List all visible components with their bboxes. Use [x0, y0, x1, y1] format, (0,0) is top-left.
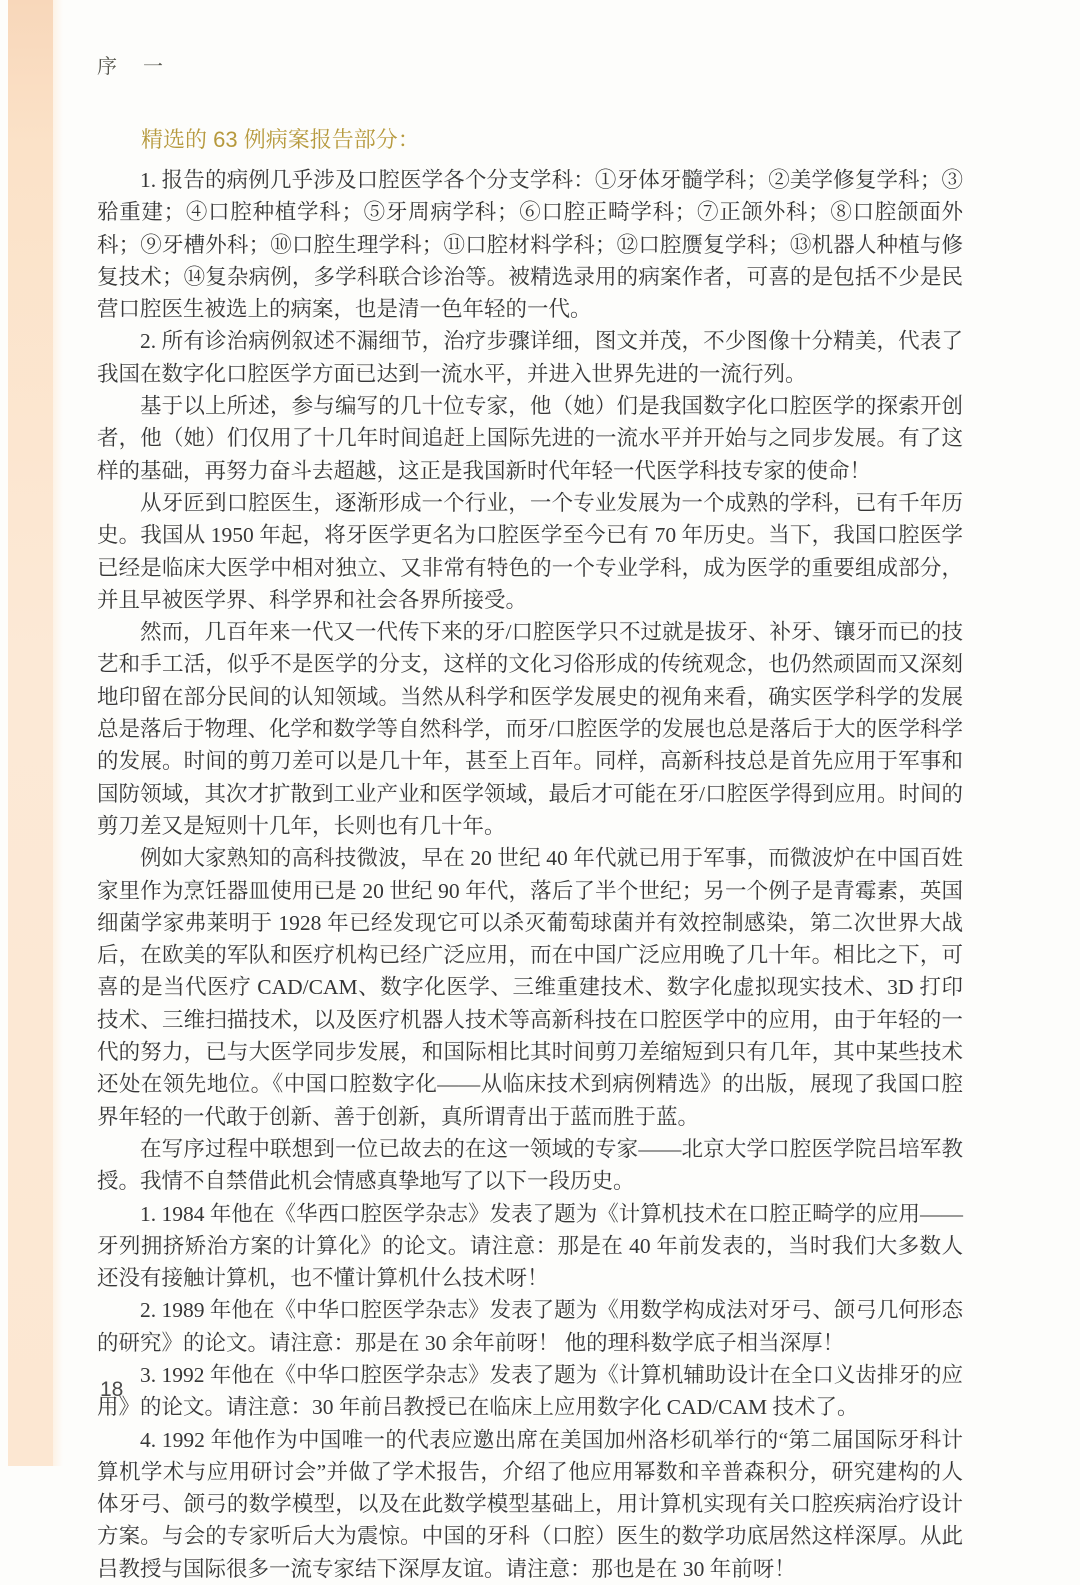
page-edge-decoration: [8, 0, 53, 1466]
body-paragraph: 1. 1984 年他在《华西口腔医学杂志》发表了题为《计算机技术在口腔正畸学的应用——牙列拥挤矫治方案的计算化》的论文。请注意：那是在 40 年前发表的，当时我们大多数人还没有接触计算机，也不懂计算机什么技术呀！: [97, 1201, 963, 1291]
body-paragraph: 1. 报告的病例几乎涉及口腔医学各个分支学科：①牙体牙髓学科；②美学修复学科；③𬌗重建；④口腔种植学科；⑤牙周病学科；⑥口腔正畸学科；⑦正颌外科；⑧口腔颌面外科；⑨牙槽外科；⑩口腔生理学科；⑪口腔材料学科；⑫口腔赝复学科；⑬机器人种植与修复技术；⑭复杂病例，多学科联合诊治等。被精选录用的病案作者，可喜的是包括不少是民营口腔医生被选上的病案，也是清一色年轻的一代。: [97, 168, 963, 322]
body-paragraph: 例如大家熟知的高科技微波，早在 20 世纪 40 年代就已用于军事，而微波炉在中国百姓家里作为烹饪器皿使用已是 20 世纪 90 年代，落后了半个世纪；另一个例子是青霉素，英国细菌学家弗莱明于 1928 年已经发现它可以杀灭葡萄球菌并有效控制感染，第二次世界大战后，在欧美的军队和医疗机构已经广泛应用，而在中国广泛应用晚了几十年。相比之下，可喜的是当代医疗 CAD/CAM、数字化医学、三维重建技术、数字化虚拟现实技术、3D 打印技术、三维扫描技术，以及医疗机器人技术等高新科技在口腔医学中的应用，由于年轻的一代的努力，已与大医学同步发展，和国际相比其时间剪刀差缩短到只有几年，其中某些技术还处在领先地位。《中国口腔数字化——从临床技术到病例精选》的出版，展现了我国口腔界年轻的一代敢于创新、善于创新，真所谓青出于蓝而胜于蓝。: [97, 846, 963, 1129]
book-page: [97, 0, 963, 1585]
chapter-header: 序 一: [97, 56, 166, 78]
body-paragraph: 2. 所有诊治病例叙述不漏细节，治疗步骤详细，图文并茂，不少图像十分精美，代表了我国在数字化口腔医学方面已达到一流水平，并进入世界先进的一流行列。: [97, 329, 963, 386]
page-edge-fade: [53, 0, 63, 1466]
body-paragraph: 3. 1992 年他在《中华口腔医学杂志》发表了题为《计算机辅助设计在全口义齿排牙的应用》的论文。请注意：30 年前吕教授已在临床上应用数字化 CAD/CAM 技术了。: [97, 1362, 963, 1420]
section-heading: 精选的 63 例病案报告部分：: [141, 127, 420, 152]
body-paragraph: 从牙匠到口腔医生，逐渐形成一个行业，一个专业发展为一个成熟的学科，已有千年历史。我国从 1950 年起，将牙医学更名为口腔医学至今已有 70 年历史。当下，我国口腔医学已经是临床大医学中相对独立、又非常有特色的一个专业学科，成为医学的重要组成部分，并且早被医学界、科学界和社会各界所接受。: [97, 490, 963, 612]
body-paragraph: 然而，几百年来一代又一代传下来的牙/口腔医学只不过就是拔牙、补牙、镶牙而已的技艺和手工活，似乎不是医学的分支，这样的文化习俗形成的传统观念，也仍然顽固而又深刻地印留在部分民间的认知领域。当然从科学和医学发展史的视角来看，确实医学科学的发展总是落后于物理、化学和数学等自然科学，而牙/口腔医学的发展也总是落后于大的医学科学的发展。时间的剪刀差可以是几十年，甚至上百年。同样，高新科技总是首先应用于军事和国防领域，其次才扩散到工业产业和医学领域，最后才可能在牙/口腔医学得到应用。时间的剪刀差又是短则十几年，长则也有几十年。: [97, 620, 963, 838]
body-paragraph: 4. 1992 年他作为中国唯一的代表应邀出席在美国加州洛杉矶举行的“第二届国际牙科计算机学术与应用研讨会”并做了学术报告，介绍了他应用幂数和辛普森积分，研究建构的人体牙弓、颌弓的数学模型，以及在此数学模型基础上，用计算机实现有关口腔疾病治疗设计方案。与会的专家听后大为震惊。中国的牙科（口腔）医生的数学功底居然这样深厚。从此吕教授与国际很多一流专家结下深厚友谊。请注意：那也是在 30 年前呀！: [97, 1427, 963, 1581]
body-text: [97, 164, 963, 1585]
page-number: 18: [100, 1378, 124, 1401]
body-paragraph: 在写序过程中联想到一位已故去的在这一领域的专家——北京大学口腔医学院吕培军教授。我情不自禁借此机会情感真挚地写了以下一段历史。: [97, 1136, 963, 1194]
body-paragraph: 基于以上所述，参与编写的几十位专家，他（她）们是我国数字化口腔医学的探索开创者，他（她）们仅用了十几年时间追赶上国际先进的一流水平并开始与之同步发展。有了这样的基础，再努力奋斗去超越，这正是我国新时代年轻一代医学科技专家的使命！: [97, 394, 963, 483]
body-paragraph: 2. 1989 年他在《中华口腔医学杂志》发表了题为《用数学构成法对牙弓、颌弓几何形态的研究》的论文。请注意：那是在 30 余年前呀！ 他的理科数学底子相当深厚！: [97, 1298, 963, 1355]
